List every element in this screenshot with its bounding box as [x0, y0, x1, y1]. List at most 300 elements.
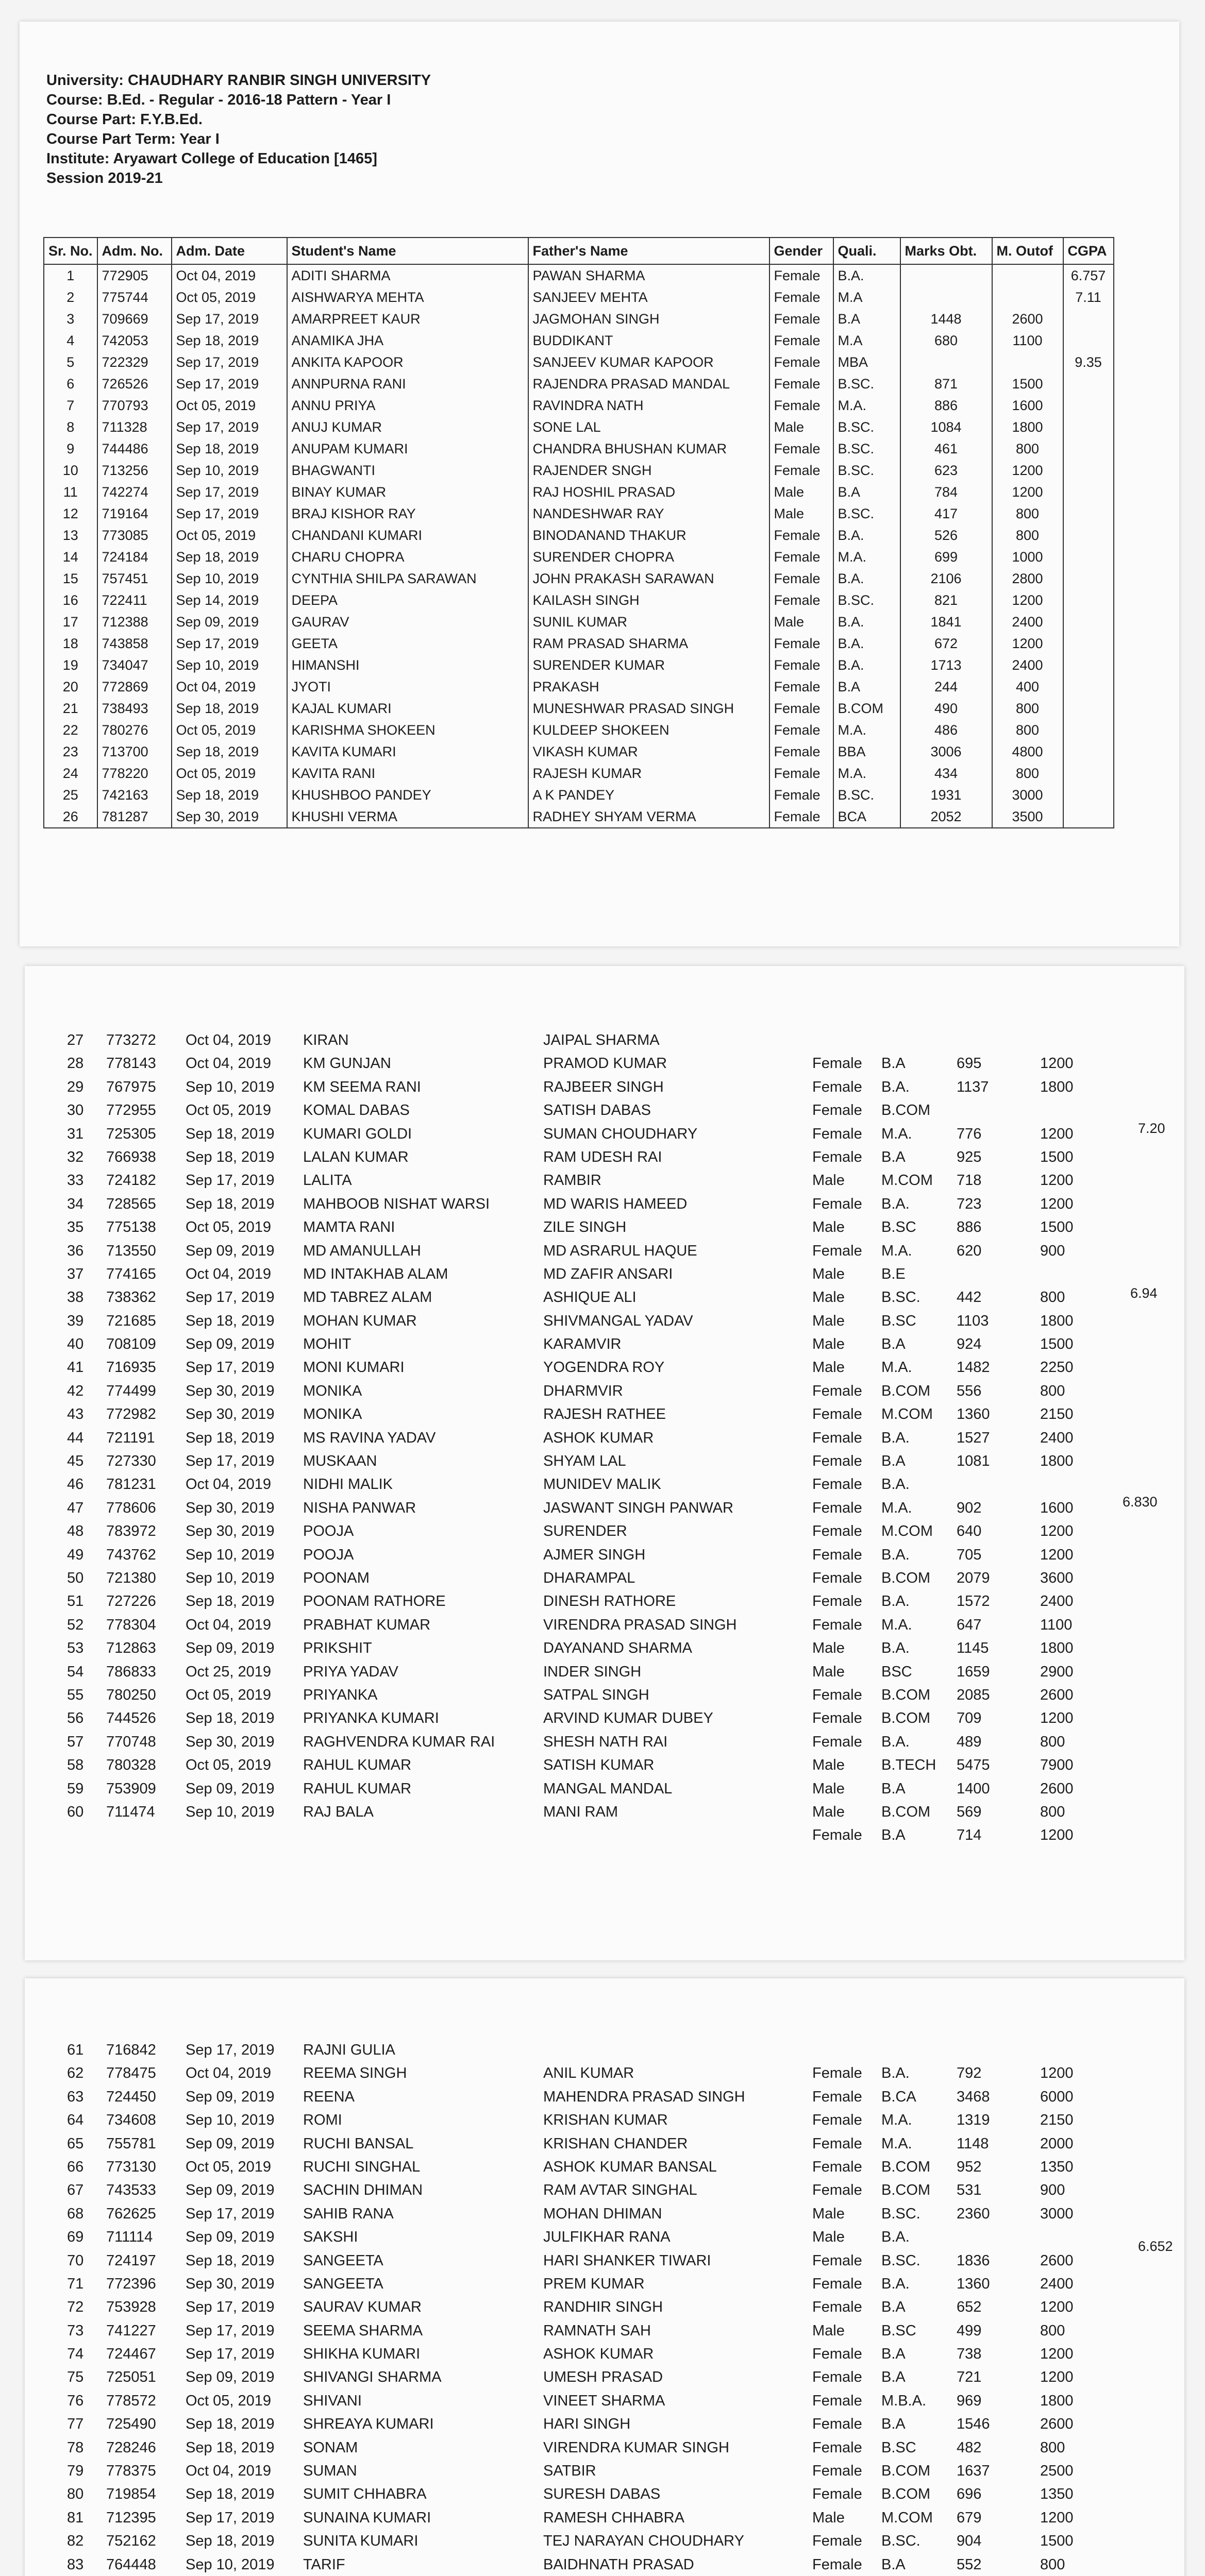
cell-student-name: POONAM RATHORE	[303, 1593, 446, 1610]
cell-sr-no: 40	[67, 1336, 84, 1353]
cell-sr-no: 54	[67, 1663, 84, 1680]
cell-sr-no: 3	[44, 308, 97, 330]
cell-m-outof: 1800	[1040, 1453, 1074, 1470]
cell-adm-date: Sep 10, 2019	[172, 568, 287, 589]
cell-adm-no: 738362	[106, 1289, 156, 1306]
cell-sr-no: 83	[67, 2556, 84, 2573]
cell-adm-date: Oct 04, 2019	[186, 1476, 272, 1493]
cell-marks-obt: 902	[957, 1499, 982, 1516]
cell-quali: M.A.	[833, 395, 900, 416]
cell-sr-no: 71	[67, 2275, 84, 2292]
cell-m-outof: 2400	[992, 654, 1063, 676]
cell-cgpa	[1063, 611, 1114, 633]
cell-m-outof: 2400	[992, 611, 1063, 633]
header-university: University: CHAUDHARY RANBIR SINGH UNIVERSITY	[46, 72, 431, 89]
cell-father-name: A K PANDEY	[528, 784, 769, 806]
cell-quali: B.SC.	[881, 2533, 921, 2550]
cell-sr-no: 15	[44, 568, 97, 589]
table-row	[44, 481, 1114, 503]
table-row	[44, 286, 1114, 308]
cell-adm-no: 774165	[106, 1265, 156, 1282]
cell-adm-no: 734047	[97, 654, 172, 676]
cell-sr-no: 16	[44, 589, 97, 611]
cell-gender: Female	[812, 2275, 862, 2292]
cell-student-name: HIMANSHI	[287, 654, 528, 676]
cell-student-name: REEMA SINGH	[303, 2065, 407, 2082]
cell-cgpa	[1063, 373, 1114, 395]
cell-quali: B.A.	[881, 1640, 910, 1657]
cell-m-outof: 800	[1040, 1289, 1065, 1306]
cell-father-name: RAJESH KUMAR	[528, 762, 769, 784]
cell-m-outof: 2400	[1040, 2275, 1074, 2292]
cell-quali: B.A	[881, 2556, 906, 2573]
cell-sr-no: 57	[67, 1733, 84, 1750]
cell-sr-no: 77	[67, 2416, 84, 2433]
cell-sr-no: 33	[67, 1172, 84, 1189]
cell-adm-date: Sep 18, 2019	[186, 2533, 275, 2550]
cell-quali: B.SC.	[881, 1289, 921, 1306]
cell-quali: MBA	[833, 351, 900, 373]
cell-m-outof: 3000	[1040, 2205, 1074, 2222]
cell-student-name: MD INTAKHAB ALAM	[303, 1265, 448, 1282]
cell-father-name: RAJBEER SINGH	[543, 1078, 664, 1095]
cell-marks-obt: 623	[900, 460, 992, 481]
cell-quali: B.E	[881, 1265, 906, 1282]
cell-student-name: LALAN KUMAR	[303, 1148, 409, 1165]
cell-sr-no: 51	[67, 1593, 84, 1610]
cell-quali: B.A.	[833, 524, 900, 546]
cell-quali: B.SC.	[833, 416, 900, 438]
cell-adm-no: 713700	[97, 741, 172, 762]
cell-m-outof: 1200	[1040, 1546, 1074, 1563]
cell-marks-obt: 569	[957, 1803, 982, 1820]
cell-father-name: RANDHIR SINGH	[543, 2299, 663, 2316]
cell-gender: Female	[812, 2182, 862, 2199]
cell-adm-date: Sep 09, 2019	[172, 611, 287, 633]
cell-adm-no: 724184	[97, 546, 172, 568]
cell-marks-obt: 1319	[957, 2112, 990, 2129]
cell-m-outof: 2250	[1040, 1359, 1074, 1376]
cell-student-name: KAVITA RANI	[287, 762, 528, 784]
cell-adm-no: 772905	[97, 264, 172, 286]
cell-m-outof: 1600	[1040, 1499, 1074, 1516]
cell-gender: Female	[812, 2112, 862, 2129]
cell-student-name: SAKSHI	[303, 2229, 358, 2246]
cell-father-name: BINODANAND THAKUR	[528, 524, 769, 546]
cell-adm-no: 719854	[106, 2486, 156, 2503]
cell-father-name: ASHOK KUMAR	[543, 2346, 654, 2363]
cell-cgpa	[1063, 330, 1114, 351]
cell-sr-no: 72	[67, 2299, 84, 2316]
cell-sr-no: 60	[67, 1803, 84, 1820]
cell-quali: B.A.	[881, 1546, 910, 1563]
cell-adm-date: Sep 09, 2019	[186, 1242, 275, 1259]
cell-gender: Male	[812, 2509, 845, 2526]
cell-adm-date: Sep 09, 2019	[186, 1640, 275, 1657]
cell-adm-date: Oct 05, 2019	[172, 524, 287, 546]
col-adm-no: Adm. No.	[97, 238, 172, 264]
cell-father-name: SURENDER KUMAR	[528, 654, 769, 676]
cell-marks-obt: 886	[900, 395, 992, 416]
cell-marks-obt: 461	[900, 438, 992, 460]
cell-adm-no: 753909	[106, 1780, 156, 1797]
cell-marks-obt: 640	[957, 1523, 982, 1540]
cell-gender: Male	[812, 1757, 845, 1774]
cell-father-name: JOHN PRAKASH SARAWAN	[528, 568, 769, 589]
cell-father-name: JAGMOHAN SINGH	[528, 308, 769, 330]
cell-adm-no: 724467	[106, 2346, 156, 2363]
cell-gender: Female	[769, 351, 833, 373]
cell-sr-no: 30	[67, 1102, 84, 1119]
cell-adm-no: 741227	[106, 2322, 156, 2339]
cell-adm-date: Sep 10, 2019	[186, 2556, 275, 2573]
cell-sr-no: 63	[67, 2088, 84, 2105]
cell-student-name: SANGEETA	[303, 2252, 383, 2269]
cell-marks-obt: 434	[900, 762, 992, 784]
cell-marks-obt: 499	[957, 2322, 982, 2339]
cell-m-outof: 1800	[1040, 2392, 1074, 2409]
cell-adm-date: Sep 18, 2019	[172, 698, 287, 719]
cell-gender: Female	[769, 524, 833, 546]
cell-marks-obt: 647	[957, 1616, 982, 1633]
cell-father-name: TEJ NARAYAN CHOUDHARY	[543, 2533, 744, 2550]
cell-student-name: SUNAINA KUMARI	[303, 2509, 431, 2526]
cell-sr-no: 43	[67, 1406, 84, 1423]
cell-sr-no: 25	[44, 784, 97, 806]
cell-adm-no: 722329	[97, 351, 172, 373]
cell-marks-obt	[900, 286, 992, 308]
cell-adm-no: 772869	[97, 676, 172, 698]
cell-sr-no: 35	[67, 1219, 84, 1236]
col-m-outof: M. Outof	[992, 238, 1063, 264]
cell-marks-obt: 1448	[900, 308, 992, 330]
cell-marks-obt: 924	[957, 1336, 982, 1353]
cell-gender: Female	[812, 1569, 862, 1586]
cell-marks-obt: 1713	[900, 654, 992, 676]
cell-father-name: CHANDRA BHUSHAN KUMAR	[528, 438, 769, 460]
cell-m-outof: 7900	[1040, 1757, 1074, 1774]
table-row	[44, 589, 1114, 611]
cell-m-outof: 2900	[1040, 1663, 1074, 1680]
cell-cgpa	[1063, 308, 1114, 330]
cell-marks-obt: 1081	[957, 1453, 990, 1470]
cell-quali: B.A	[881, 1336, 906, 1353]
cell-student-name: PRIYANKA KUMARI	[303, 1710, 439, 1727]
cell-student-name: KARISHMA SHOKEEN	[287, 719, 528, 741]
cell-sr-no: 53	[67, 1640, 84, 1657]
cell-student-name: KUMARI GOLDI	[303, 1125, 412, 1142]
cell-m-outof: 1100	[1040, 1616, 1073, 1633]
cell-quali: B.COM	[881, 1102, 931, 1119]
cell-quali: B.A	[881, 1453, 906, 1470]
cell-student-name: MAMTA RANI	[303, 1219, 395, 1236]
cell-gender: Female	[812, 2556, 862, 2573]
cell-adm-date: Sep 17, 2019	[186, 2322, 275, 2339]
col-cgpa: CGPA	[1063, 238, 1114, 264]
cell-adm-date: Sep 18, 2019	[186, 2439, 275, 2456]
cell-m-outof: 1200	[992, 633, 1063, 654]
cell-marks-obt: 2106	[900, 568, 992, 589]
cell-marks-obt: 738	[957, 2346, 982, 2363]
table-row	[44, 438, 1114, 460]
cell-student-name: SUNITA KUMARI	[303, 2533, 419, 2550]
cell-quali: B.A.	[881, 1195, 910, 1212]
cell-quali: M.COM	[881, 2509, 933, 2526]
cell-sr-no: 31	[67, 1125, 84, 1142]
cell-m-outof: 2400	[1040, 1593, 1074, 1610]
cell-m-outof: 1800	[1040, 1312, 1074, 1329]
cell-quali: B.A.	[881, 2065, 910, 2082]
cgpa-value: 7.20	[1138, 1121, 1165, 1136]
cell-adm-no: 725490	[106, 2416, 156, 2433]
cell-quali: B.SC	[881, 1219, 916, 1236]
cell-sr-no: 76	[67, 2392, 84, 2409]
cell-adm-date: Sep 17, 2019	[172, 416, 287, 438]
cell-father-name: MANI RAM	[543, 1803, 618, 1820]
cell-gender: Female	[812, 2369, 862, 2386]
cell-adm-date: Sep 10, 2019	[186, 2112, 275, 2129]
table-row	[44, 762, 1114, 784]
cell-adm-date: Oct 05, 2019	[172, 719, 287, 741]
cell-quali: B.A	[881, 2299, 906, 2316]
cell-father-name: SONE LAL	[528, 416, 769, 438]
cell-adm-date: Sep 18, 2019	[172, 330, 287, 351]
cell-sr-no: 19	[44, 654, 97, 676]
cell-father-name: RAJESH RATHEE	[543, 1406, 666, 1423]
cell-student-name: BHAGWANTI	[287, 460, 528, 481]
cell-adm-no: 711474	[106, 1803, 155, 1820]
cell-m-outof: 800	[1040, 1733, 1065, 1750]
cell-marks-obt: 1148	[957, 2135, 989, 2152]
cell-adm-no: 708109	[106, 1336, 156, 1353]
cell-quali: B.SC.	[881, 2205, 921, 2222]
cell-student-name: GEETA	[287, 633, 528, 654]
cell-sr-no: 2	[44, 286, 97, 308]
cell-father-name: SURENDER	[543, 1523, 627, 1540]
cell-student-name: POOJA	[303, 1546, 354, 1563]
cell-student-name: MONIKA	[303, 1382, 362, 1399]
cell-father-name: JAIPAL SHARMA	[543, 1032, 660, 1048]
cell-m-outof: 1600	[992, 395, 1063, 416]
cell-adm-date: Sep 17, 2019	[186, 1453, 275, 1470]
cell-sr-no: 11	[44, 481, 97, 503]
cell-adm-no: 721191	[106, 1429, 155, 1446]
cell-quali: B.A	[833, 308, 900, 330]
cell-student-name: CHANDANI KUMARI	[287, 524, 528, 546]
cell-adm-no: 752162	[106, 2533, 156, 2550]
cell-student-name: SHIVANI	[303, 2392, 362, 2409]
table-row	[44, 676, 1114, 698]
cell-marks-obt: 1659	[957, 1663, 990, 1680]
cell-adm-no: 721685	[106, 1312, 156, 1329]
cell-gender: Female	[812, 2252, 862, 2269]
cell-adm-no: 742274	[97, 481, 172, 503]
cell-quali: B.A	[833, 676, 900, 698]
cell-marks-obt: 776	[957, 1125, 982, 1142]
cell-sr-no: 14	[44, 546, 97, 568]
cell-adm-no: 742053	[97, 330, 172, 351]
cell-sr-no: 24	[44, 762, 97, 784]
cell-adm-no: 775744	[97, 286, 172, 308]
cell-father-name: SATISH DABAS	[543, 1102, 651, 1119]
cell-gender: Female	[769, 373, 833, 395]
cell-father-name: BUDDIKANT	[528, 330, 769, 351]
cell-cgpa	[1063, 762, 1114, 784]
cell-adm-no: 770793	[97, 395, 172, 416]
table-row	[44, 264, 1114, 286]
cell-m-outof: 800	[1040, 2439, 1065, 2456]
cell-gender: Female	[812, 1242, 862, 1259]
cell-father-name: MOHAN DHIMAN	[543, 2205, 662, 2222]
cell-m-outof: 1200	[1040, 1125, 1074, 1142]
cell-father-name: ARVIND KUMAR DUBEY	[543, 1710, 713, 1727]
cell-adm-no: 719164	[97, 503, 172, 524]
cell-gender: Male	[812, 1359, 845, 1376]
cell-student-name: KHUSHBOO PANDEY	[287, 784, 528, 806]
cell-student-name: AMARPREET KAUR	[287, 308, 528, 330]
cell-marks-obt: 699	[900, 546, 992, 568]
cell-gender: Female	[812, 2135, 862, 2152]
cell-m-outof: 800	[1040, 1803, 1065, 1820]
cell-m-outof: 2600	[1040, 2416, 1074, 2433]
col-gender: Gender	[769, 238, 833, 264]
cell-gender: Female	[769, 654, 833, 676]
col-quali: Quali.	[833, 238, 900, 264]
cell-adm-date: Sep 17, 2019	[172, 481, 287, 503]
cell-father-name: SHIVMANGAL YADAV	[543, 1312, 693, 1329]
cell-sr-no: 36	[67, 1242, 84, 1259]
page-3-sheet	[25, 1978, 1184, 2576]
cell-marks-obt: 1572	[957, 1593, 990, 1610]
cell-adm-date: Sep 17, 2019	[172, 351, 287, 373]
cell-quali: B.A.	[833, 264, 900, 286]
cell-m-outof: 900	[1040, 2182, 1065, 2199]
cell-sr-no: 39	[67, 1312, 84, 1329]
cell-m-outof: 2000	[1040, 2135, 1074, 2152]
cell-adm-no: 728246	[106, 2439, 156, 2456]
cell-m-outof: 1800	[1040, 1640, 1074, 1657]
cell-gender: Female	[812, 1102, 862, 1119]
cell-quali: B.A	[881, 2416, 906, 2433]
cell-father-name: RAJENDRA PRASAD MANDAL	[528, 373, 769, 395]
cell-adm-date: Sep 10, 2019	[186, 1546, 275, 1563]
cell-m-outof: 900	[1040, 1242, 1065, 1259]
cell-m-outof: 4800	[992, 741, 1063, 762]
cell-adm-no: 772396	[106, 2275, 156, 2292]
cell-adm-no: 711328	[97, 416, 172, 438]
cell-adm-no: 775138	[106, 1219, 156, 1236]
cell-student-name: BINAY KUMAR	[287, 481, 528, 503]
cell-adm-date: Oct 05, 2019	[186, 1102, 272, 1119]
cell-adm-date: Oct 05, 2019	[172, 395, 287, 416]
cell-adm-no: 712395	[106, 2509, 156, 2526]
cell-student-name: RUCHI SINGHAL	[303, 2158, 421, 2175]
cell-father-name: ASHOK KUMAR BANSAL	[543, 2158, 717, 2175]
cell-father-name: ZILE SINGH	[543, 1219, 627, 1236]
cell-gender: Female	[812, 2439, 862, 2456]
cell-m-outof: 1500	[1040, 2533, 1074, 2550]
cell-sr-no: 5	[44, 351, 97, 373]
cell-quali: B.A.	[881, 2229, 910, 2246]
cell-adm-date: Sep 18, 2019	[172, 784, 287, 806]
cell-adm-no: 767975	[106, 1078, 156, 1095]
cell-student-name: ANNPURNA RANI	[287, 373, 528, 395]
cell-quali: B.SC.	[833, 784, 900, 806]
cell-m-outof: 800	[992, 762, 1063, 784]
cell-cgpa	[1063, 416, 1114, 438]
cell-marks-obt: 417	[900, 503, 992, 524]
cell-gender: Male	[812, 1803, 845, 1820]
cell-sr-no: 58	[67, 1757, 84, 1774]
cell-sr-no: 38	[67, 1289, 84, 1306]
cell-gender: Female	[769, 460, 833, 481]
cell-father-name: RAJ HOSHIL PRASAD	[528, 481, 769, 503]
cell-quali: B.COM	[881, 2182, 931, 2199]
cell-marks-obt: 2360	[957, 2205, 990, 2222]
cell-gender: Female	[769, 264, 833, 286]
cell-m-outof: 6000	[1040, 2088, 1074, 2105]
cell-father-name: VIRENDRA PRASAD SINGH	[543, 1616, 737, 1633]
cell-sr-no: 6	[44, 373, 97, 395]
cell-adm-date: Sep 18, 2019	[186, 1710, 275, 1727]
cell-adm-date: Sep 30, 2019	[186, 1499, 275, 1516]
cell-m-outof: 2150	[1040, 1406, 1074, 1423]
cell-m-outof: 2800	[992, 568, 1063, 589]
cell-adm-no: 709669	[97, 308, 172, 330]
cell-student-name: SANGEETA	[303, 2275, 383, 2292]
cell-adm-no: 786833	[106, 1663, 156, 1680]
cell-gender: Male	[812, 2205, 845, 2222]
cell-gender: Male	[769, 611, 833, 633]
cell-student-name: ADITI SHARMA	[287, 264, 528, 286]
cell-student-name: REENA	[303, 2088, 355, 2105]
cell-student-name: ANNU PRIYA	[287, 395, 528, 416]
cell-student-name: ANAMIKA JHA	[287, 330, 528, 351]
cell-gender: Female	[812, 2463, 862, 2480]
cell-student-name: LALITA	[303, 1172, 352, 1189]
cell-adm-no: 716935	[106, 1359, 156, 1376]
cell-sr-no: 12	[44, 503, 97, 524]
cell-adm-date: Sep 18, 2019	[186, 1312, 275, 1329]
cell-sr-no: 62	[67, 2065, 84, 2082]
cell-quali: B.A.	[881, 2275, 910, 2292]
header-course: Course: B.Ed. - Regular - 2016-18 Pattern - Year I	[46, 92, 391, 108]
cell-sr-no: 46	[67, 1476, 84, 1493]
cell-adm-date: Sep 18, 2019	[186, 2252, 275, 2269]
cell-adm-date: Sep 10, 2019	[172, 654, 287, 676]
table-row	[44, 351, 1114, 373]
cell-cgpa: 6.757	[1063, 264, 1114, 286]
cell-sr-no: 8	[44, 416, 97, 438]
cell-adm-date: Oct 05, 2019	[186, 1219, 272, 1236]
cell-adm-date: Oct 05, 2019	[186, 2392, 272, 2409]
cell-father-name: MUNESHWAR PRASAD SINGH	[528, 698, 769, 719]
cell-father-name: KAILASH SINGH	[528, 589, 769, 611]
cell-m-outof: 3600	[1040, 1569, 1074, 1586]
cell-quali: B.COM	[881, 1710, 931, 1727]
cell-quali: B.SC	[881, 2322, 916, 2339]
cell-student-name: POONAM	[303, 1569, 370, 1586]
cell-student-name: SHREAYA KUMARI	[303, 2416, 434, 2433]
cell-sr-no: 28	[67, 1055, 84, 1072]
cell-gender: Female	[812, 1429, 862, 1446]
cell-sr-no: 32	[67, 1148, 84, 1165]
cell-student-name: RAHUL KUMAR	[303, 1780, 412, 1797]
header-course-part: Course Part: F.Y.B.Ed.	[46, 111, 203, 128]
table-row	[44, 308, 1114, 330]
cell-student-name: ROMI	[303, 2112, 342, 2129]
cell-adm-no: 778475	[106, 2065, 156, 2082]
